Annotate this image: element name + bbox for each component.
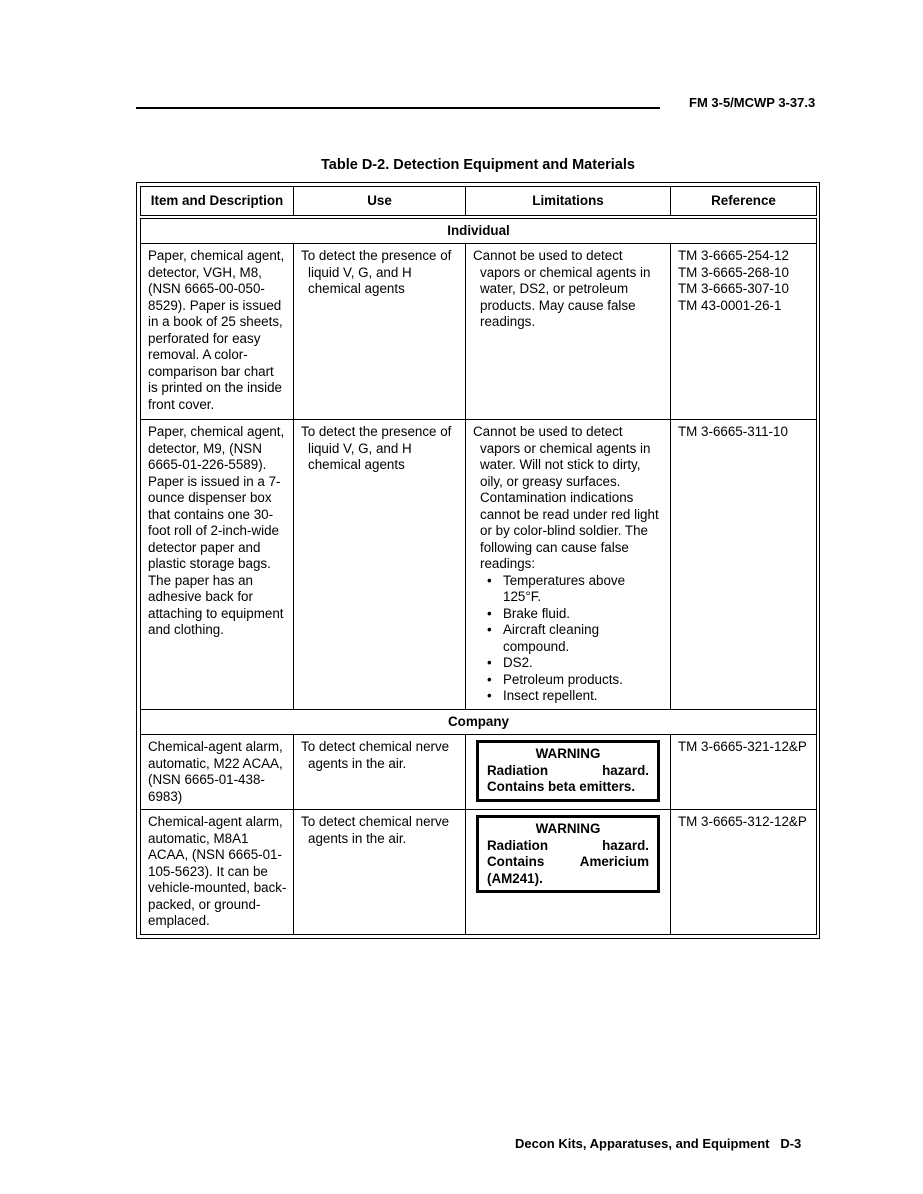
warning-box [476,815,660,893]
table-row [141,420,817,710]
reference-item: TM 3-6665-321-12&P [678,739,807,754]
item-description: Chemical-agent alarm, automatic, M22 ACAA, (NSN 6665-01-438-6983) [141,735,294,810]
column-header-reference: Reference [671,187,817,217]
bullet-item: • Petroleum products. [487,672,664,689]
limitations-text: Cannot be used to detect vapors or chemical agents in water, DS2, or petroleum products. May cause false readings. [473,248,651,329]
warning-text: Radiation hazard. Contains Americium (AM241). [487,837,649,886]
section-row-company [141,709,817,735]
column-header-limitations: Limitations [466,187,671,217]
section-row-individual [141,217,817,244]
table-row [141,244,817,420]
reference-item: TM 3-6665-307-10 [678,281,789,296]
table-row [141,810,817,935]
item-description: Paper, chemical agent, detector, VGH, M8, (NSN 6665-00-050-8529). Paper is issued in a book of 25 sheets, perforated for easy removal. A color-comparison bar chart is printed on the inside front cover. [141,244,294,420]
limitations-cell [466,810,671,935]
warning-title: WARNING [535,746,601,761]
section-label: Company [141,709,817,735]
limitations-cell [466,244,671,420]
column-header-use: Use [294,187,466,217]
reference-item: TM 3-6665-254-12 [678,248,789,263]
table-title: Table D-2. Detection Equipment and Materials [321,157,635,173]
detection-table [136,182,820,939]
item-description: Paper, chemical agent, detector, M9, (NSN 6665-01-226-5589). Paper is issued in a 7-ounce dispenser box that contains one 30-foot roll of 2-inch-wide detector paper and plastic storage bags. The paper has an adhesive back for attaching to equipment and clothing. [141,420,294,710]
bullet-item: • DS2. [487,655,664,672]
table-row [141,735,817,810]
reference-item: TM 3-6665-268-10 [678,264,789,280]
use-cell [294,244,466,420]
use-cell [294,420,466,710]
item-description: Chemical-agent alarm, automatic, M8A1 ACAA, (NSN 6665-01-105-5623). It can be vehicle-mounted, back-packed, or ground-emplaced. [141,810,294,935]
document-number: FM 3-5/MCWP 3-37.3 [689,95,816,110]
table-header-row [141,187,817,217]
use-cell [294,810,466,935]
reference-item: TM 43-0001-26-1 [678,297,782,313]
limitations-bullet-list [473,573,664,705]
column-header-item: Item and Description [141,187,294,217]
limitations-cell [466,735,671,810]
section-label: Individual [141,217,817,244]
header-rule [136,107,660,109]
page-footer: Decon Kits, Apparatuses, and Equipment D-3 [515,1136,802,1151]
bullet-item: • Insect repellent. [487,688,664,705]
reference-item: TM 3-6665-312-12&P [678,814,807,829]
bullet-item: • Brake fluid. [487,606,664,623]
warning-box [476,740,660,802]
use-text: To detect chemical nerve agents in the air. [301,739,450,771]
reference-cell [671,810,817,935]
limitations-cell [466,420,671,710]
bullet-item: • Temperatures above 125°F. [487,573,664,606]
warning-text: Radiation hazard. Contains beta emitters. [487,762,649,794]
reference-cell [671,420,817,710]
use-text: To detect chemical nerve agents in the air. [301,814,450,846]
use-text: To detect the presence of liquid V, G, and H chemical agents [301,424,452,472]
warning-title: WARNING [535,821,601,836]
reference-item: TM 3-6665-311-10 [678,424,788,439]
bullet-item: • Aircraft cleaning compound. [487,622,664,655]
use-cell [294,735,466,810]
reference-cell [671,735,817,810]
limitations-text: Cannot be used to detect vapors or chemical agents in water. Will not stick to dirty, oily, or greasy surfaces. Contamination indications cannot be read under red light or by color-blind soldier. The following can cause false readings: [473,424,659,571]
reference-cell [671,244,817,420]
use-text: To detect the presence of liquid V, G, and H chemical agents [301,248,452,296]
